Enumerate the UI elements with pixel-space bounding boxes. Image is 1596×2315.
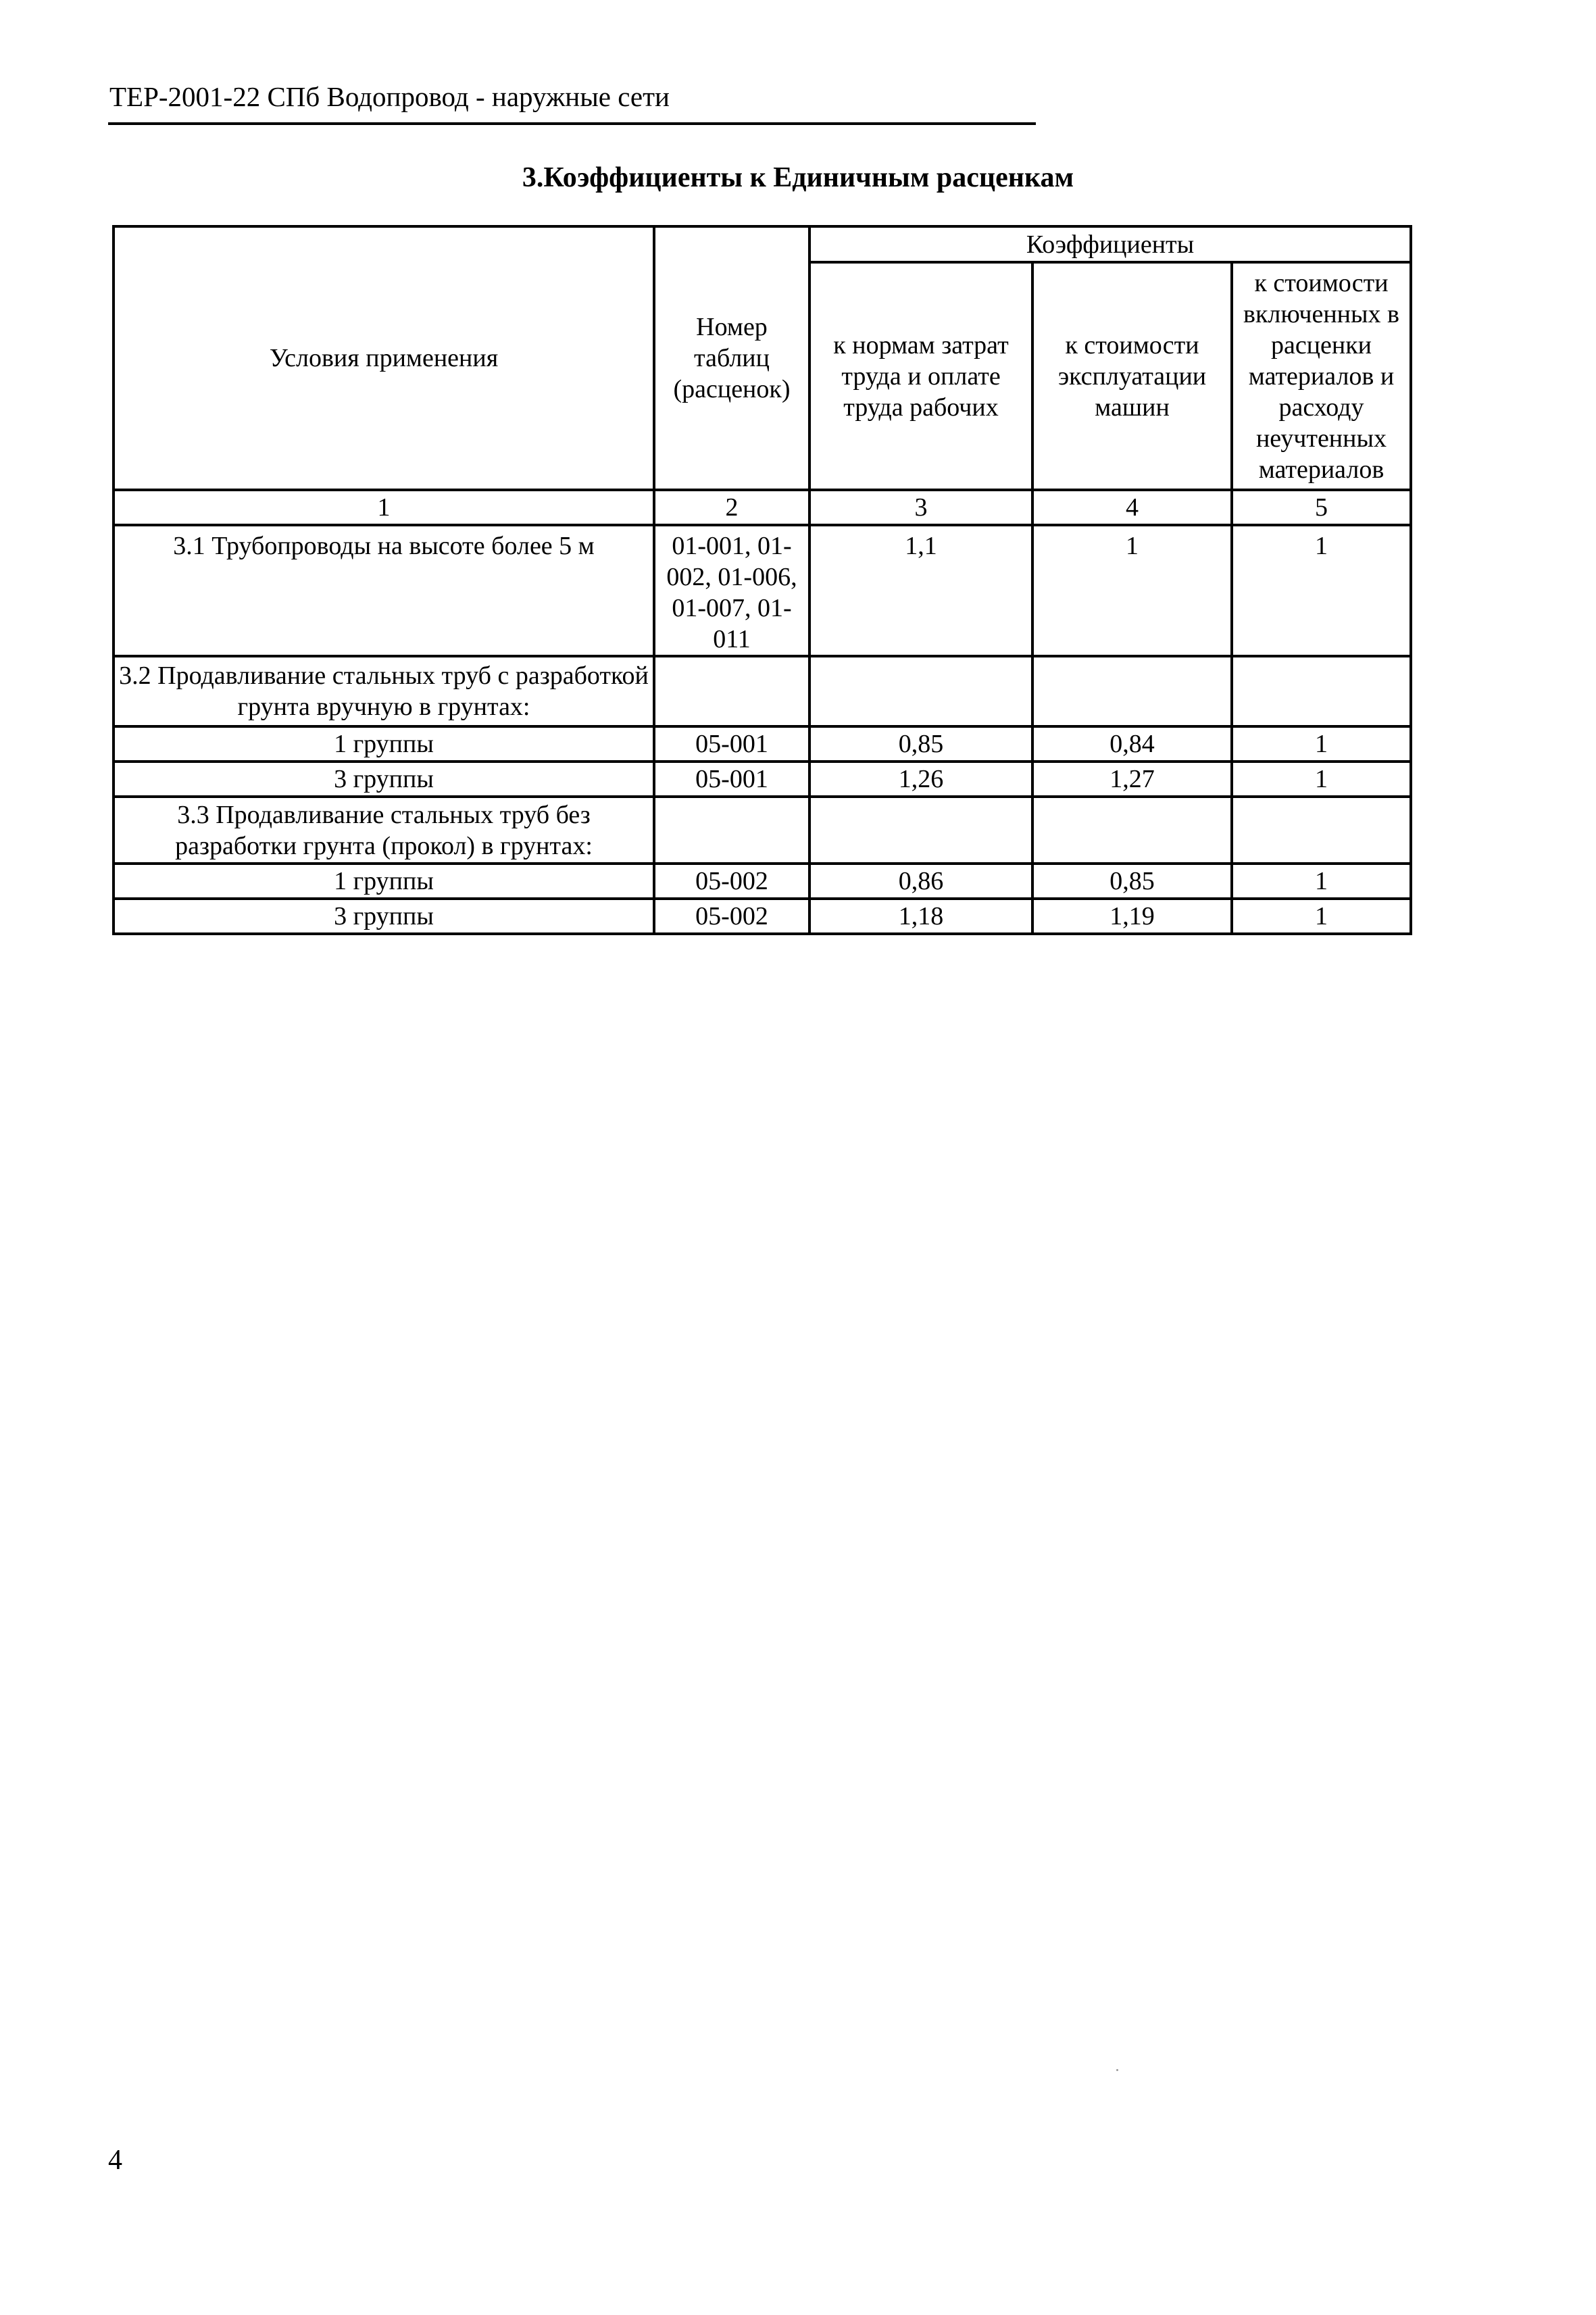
header-labor-coefficient: к нормам затрат труда и оплате труда рабочих [809,262,1032,490]
row-table-number [654,797,809,864]
row-machine-value [1032,656,1232,726]
row-table-number: 01-001, 01-002, 01-006, 01-007, 01-011 [654,525,809,656]
row-table-number: 05-002 [654,864,809,899]
table-row [114,864,1411,899]
row-labor-value: 1,18 [809,899,1032,934]
coefficients-table [112,225,1412,935]
row-table-number: 05-001 [654,762,809,797]
row-label: 3 группы [114,762,654,797]
table-header-row [114,226,1411,262]
row-label: 1 группы [114,726,654,762]
row-machine-value: 0,85 [1032,864,1232,899]
row-materials-value: 1 [1232,864,1411,899]
table-row [114,762,1411,797]
row-machine-value: 1,27 [1032,762,1232,797]
row-label: 3.1 Трубопроводы на высоте более 5 м [114,525,654,656]
row-label: 3 группы [114,899,654,934]
row-labor-value: 1,26 [809,762,1032,797]
column-number: 4 [1032,490,1232,525]
row-labor-value: 1,1 [809,525,1032,656]
row-label: 3.3 Продавливание стальных труб без разработки грунта (прокол) в грунтах: [114,797,654,864]
row-labor-value: 0,85 [809,726,1032,762]
header-machine-coefficient: к стоимости эксплуатации машин [1032,262,1232,490]
header-coefficients-group: Коэффициенты [809,226,1411,262]
row-machine-value [1032,797,1232,864]
row-table-number: 05-001 [654,726,809,762]
row-table-number [654,656,809,726]
header-table-number: Номер таблиц (расценок) [654,226,809,490]
row-labor-value [809,797,1032,864]
column-number: 3 [809,490,1032,525]
row-table-number: 05-002 [654,899,809,934]
header-materials-coefficient: к стоимости включенных в расценки материалов и расходу неучтенных материалов [1232,262,1411,490]
row-materials-value: 1 [1232,525,1411,656]
row-label: 1 группы [114,864,654,899]
scan-speck [1116,2069,1118,2071]
row-materials-value: 1 [1232,726,1411,762]
table-row [114,726,1411,762]
row-labor-value: 0,86 [809,864,1032,899]
row-materials-value: 1 [1232,762,1411,797]
table-row [114,656,1411,726]
column-number-row [114,490,1411,525]
table-row [114,797,1411,864]
column-number: 2 [654,490,809,525]
page-number: 4 [108,2145,122,2176]
row-materials-value [1232,797,1411,864]
header-conditions: Условия применения [114,226,654,490]
row-labor-value [809,656,1032,726]
column-number: 1 [114,490,654,525]
row-materials-value [1232,656,1411,726]
row-machine-value: 1 [1032,525,1232,656]
header-divider [108,122,1036,125]
section-title: 3.Коэффициенты к Единичным расценкам [522,162,1074,193]
row-label: 3.2 Продавливание стальных труб с разработкой грунта вручную в грунтах: [114,656,654,726]
row-materials-value: 1 [1232,899,1411,934]
column-number: 5 [1232,490,1411,525]
table-row [114,525,1411,656]
row-machine-value: 0,84 [1032,726,1232,762]
document-header: ТЕР-2001-22 СПб Водопровод - наружные сети [109,81,670,112]
row-machine-value: 1,19 [1032,899,1232,934]
table-row [114,899,1411,934]
